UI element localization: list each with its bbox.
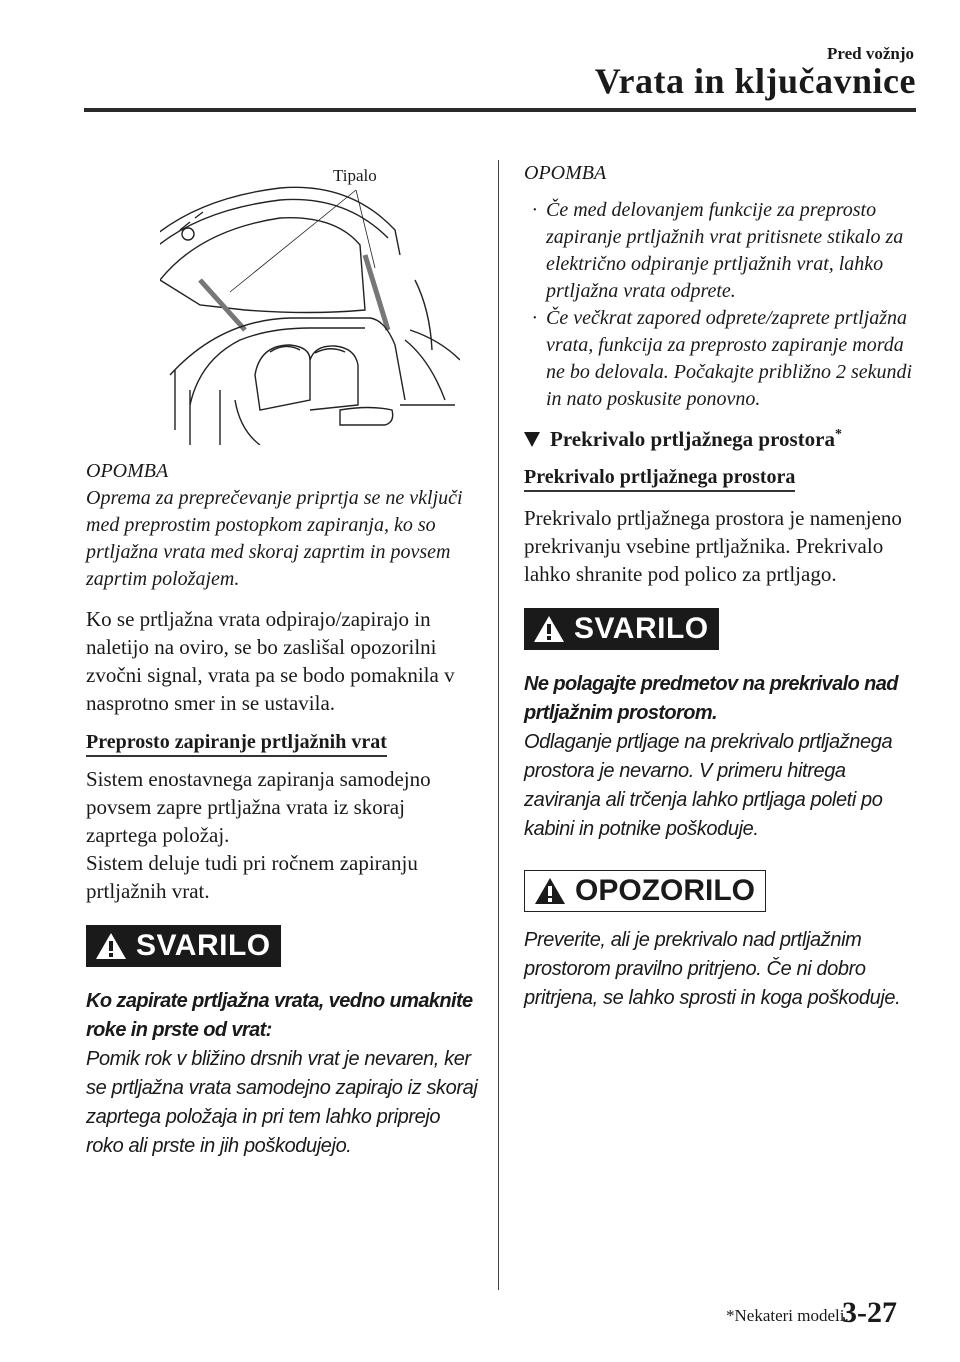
page-number: 3-27 bbox=[842, 1296, 897, 1329]
left-column bbox=[86, 458, 481, 1161]
footer-note: *Nekateri modeli. bbox=[726, 1306, 849, 1325]
warning-label: SVARILO bbox=[574, 612, 709, 645]
paragraph: Prekrivalo prtljažnega prostora je namenjeno prekrivanju vsebine prtljažnika. Prekrivalo lahko shranite pod polico za prtljago. bbox=[524, 506, 902, 586]
warning-triangle-icon bbox=[94, 931, 128, 961]
note-bullets bbox=[524, 197, 919, 413]
triangle-bullet-icon bbox=[524, 432, 540, 447]
header-rule bbox=[84, 108, 916, 112]
tailgate-illustration bbox=[160, 160, 460, 445]
note-heading: OPOMBA bbox=[86, 460, 169, 482]
warning-body: Pomik rok v bližino drsnih vrat je nevaren, ker se prtljažna vrata samodejno zapirajo iz skoraj zaprtega položaja in pri tem lahko priprejo roko ali prste in jih poškodujejo. bbox=[86, 1048, 478, 1157]
caution-body: Preverite, ali je prekrivalo nad prtljažnim prostorom pravilno pritrjeno. Če ni dobro pritrjena, se lahko sprosti in koga poškoduje. bbox=[524, 929, 901, 1009]
warning-label: SVARILO bbox=[136, 929, 271, 962]
tailgate-drawing bbox=[160, 160, 460, 445]
column-divider bbox=[498, 160, 499, 1290]
figure-callout: Tipalo bbox=[333, 166, 377, 185]
paragraph: Sistem enostavnega zapiranja samodejno povsem zapre prtljažna vrata iz skoraj zaprtega položaj. bbox=[86, 767, 431, 847]
paragraph: Ko se prtljažna vrata odpirajo/zapirajo in naletijo na oviro, se bo zaslišal opozorilni zvočni signal, vrata pa se bodo pomaknila v nasprotno smer in se ustavila. bbox=[86, 607, 455, 715]
subheading: Prekrivalo prtljažnega prostora bbox=[524, 466, 795, 492]
list-item: · Če večkrat zapored odprete/zaprete prtljažna vrata, funkcija za preprosto zapiranje morda ne bo delovala. Počakajte približno 2 sekundi in nato poskusite ponovno. bbox=[532, 307, 913, 410]
header-section: Pred vožnjo bbox=[826, 44, 914, 63]
warning-bold: Ne polagajte predmetov na prekrivalo nad prtljažnim prostorom. bbox=[524, 673, 898, 724]
warning-box bbox=[86, 925, 281, 967]
list-item: · Če med delovanjem funkcije za preprosto zapiranje prtljažnih vrat pritisnete stikalo za električno odpiranje prtljažnih vrat, lahko prtljažna vrata odprete. bbox=[532, 199, 904, 302]
warning-bold: Ko zapirate prtljažna vrata, vedno umaknite roke in prste od vrat: bbox=[86, 990, 473, 1041]
caution-text-block bbox=[524, 926, 919, 1013]
warning-text-block bbox=[86, 987, 481, 1161]
section-heading: Prekrivalo prtljažnega prostora* bbox=[524, 427, 919, 452]
caution-box bbox=[524, 870, 766, 912]
warning-text-block bbox=[524, 670, 919, 844]
caution-triangle-icon bbox=[533, 876, 567, 906]
paragraph: Sistem deluje tudi pri ročnem zapiranju prtljažnih vrat. bbox=[86, 851, 418, 903]
subheading: Preprosto zapiranje prtljažnih vrat bbox=[86, 731, 387, 757]
warning-box bbox=[524, 608, 719, 650]
page-title: Vrata in ključavnice bbox=[594, 61, 916, 101]
note-body: Oprema za preprečevanje priprtja se ne vključi med preprostim postopkom zapiranja, ko so prtljažna vrata med skoraj zaprtim in povsem zaprtim položajem. bbox=[86, 487, 463, 590]
warning-triangle-icon bbox=[532, 614, 566, 644]
caution-label: OPOZORILO bbox=[575, 874, 755, 907]
warning-body: Odlaganje prtljage na prekrivalo prtljažnega prostora je nevarno. V primeru hitrega zaviranja ali trčenja lahko prtljaga poleti po kabini in potnike poškoduje. bbox=[524, 731, 893, 840]
right-column bbox=[524, 160, 919, 1013]
note-heading: OPOMBA bbox=[524, 162, 607, 184]
